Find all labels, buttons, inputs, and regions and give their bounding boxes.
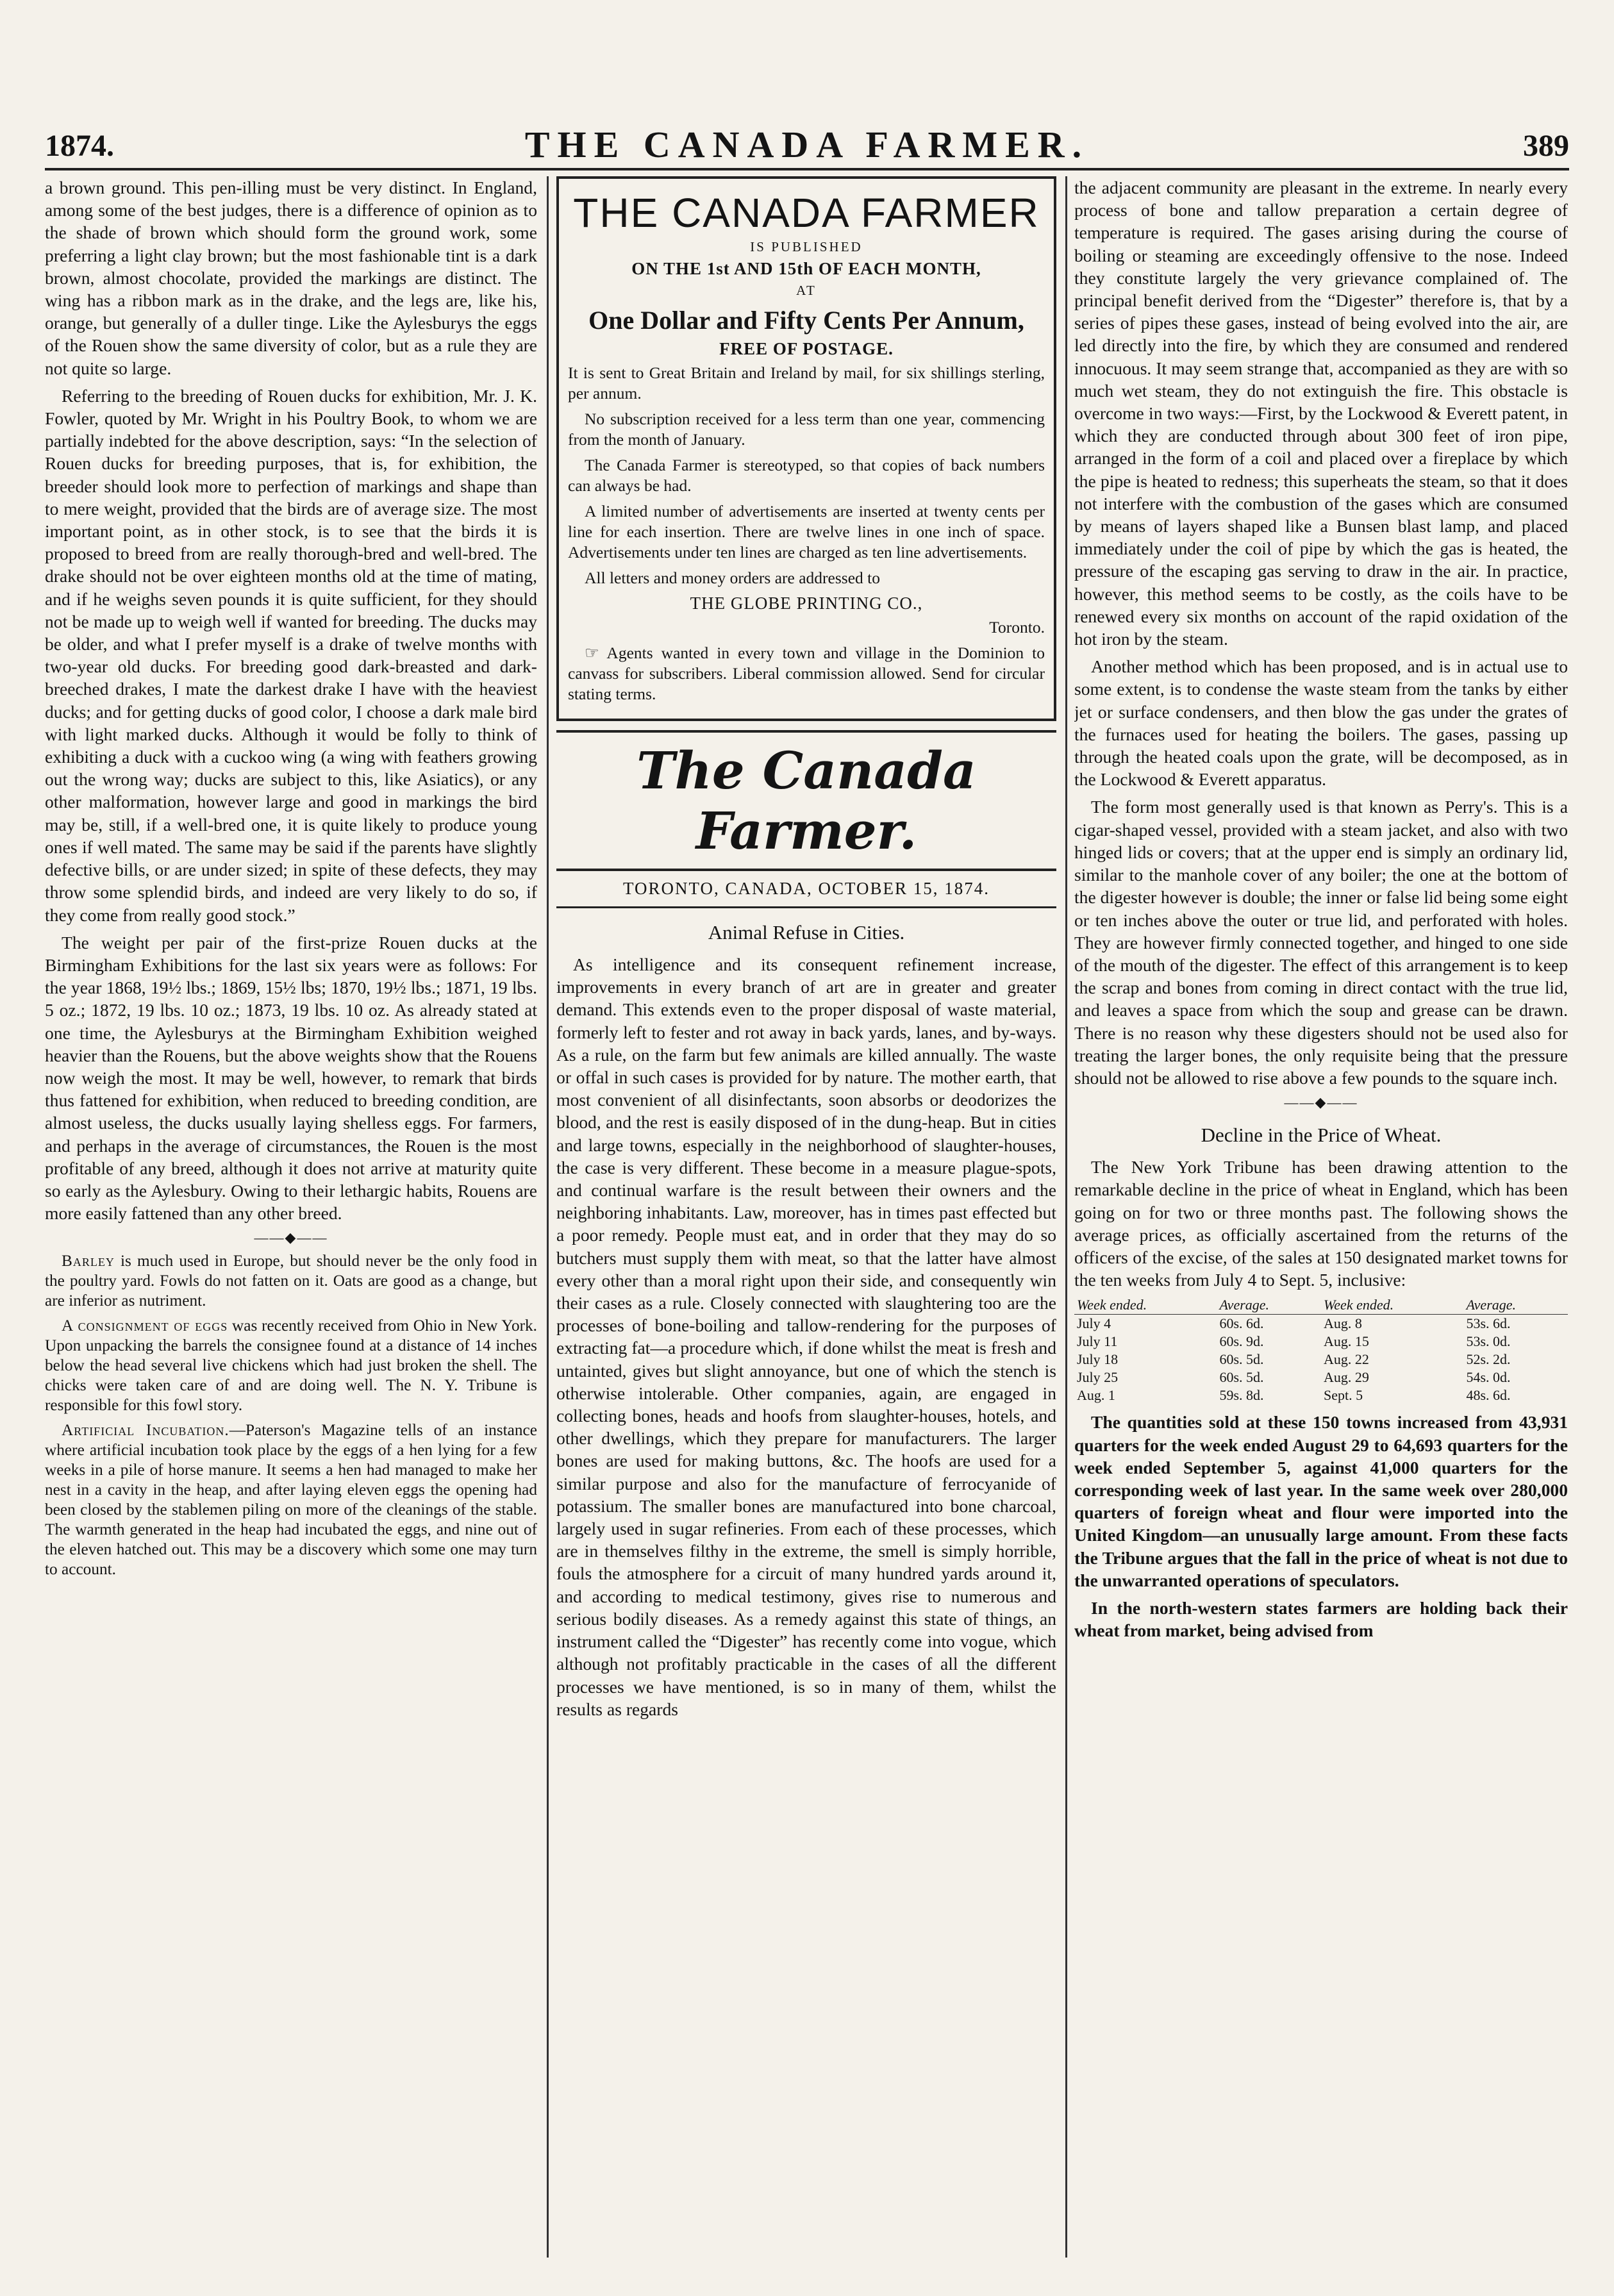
table-header: Average. [1463, 1296, 1568, 1315]
table-cell: Aug. 29 [1323, 1369, 1369, 1386]
newspaper-title: THE CANADA FARMER. [524, 124, 1090, 165]
column-rule [547, 176, 549, 2258]
news-item-lead: A consignment of eggs [62, 1317, 228, 1335]
year-label: 1874. [45, 129, 114, 163]
paragraph: the adjacent community are pleasant in the extreme. In nearly every process of bone and tallow preparation a certain degree of temperature is required. The gases arising during the course of boiling or steaming are exceedingly offensive to the nose. Indeed they constitute largely the very grievance complained of. The principal benefit derived from the “Digester” therefore is, that by a series of pipes these gases, instead of being evolved into the air, are led directly into the fire, by which they are consumed and rendered innocuous. It may seem strange that, accompanied as they are with so much wet steam, they do not extinguish the fire. This obstacle is overcome in two ways:—First, by the Lockwood & Everett patent, in which they are conducted through about 300 feet of iron pipe, arranged in the form of a coil and placed over a fireplace by which the pipe is heated to redness; this superheats the steam, so that it does not interfere with the combustion of the gases which are consumed by means of layers shaped like a Bunsen blast lamp, and placed immediately under the coil of pipe by which the gas is heated, the pressure of the escaping gas serving to draw in the air. In practice, however, this method seems to be costly, as the coils have to be renewed every six months on account of the rapid oxidation of the hot iron by the steam. [1074, 178, 1568, 649]
article-title: Decline in the Price of Wheat. [1201, 1124, 1442, 1147]
masthead-paragraph: No subscription received for a less term than one year, commencing from the month of January. [568, 410, 1045, 449]
table-cell: July 18 [1077, 1351, 1119, 1368]
table-header: Week ended. [1074, 1296, 1217, 1315]
table-body [1074, 1315, 1568, 1405]
table-header-row [1074, 1296, 1568, 1315]
table-row [1074, 1333, 1568, 1351]
masthead-title: THE CANADA FARMER [573, 190, 1040, 236]
news-item [45, 1251, 537, 1311]
article-title: Animal Refuse in Cities. [708, 921, 905, 944]
news-item [45, 1316, 537, 1415]
paragraph: The New York Tribune has been drawing attention to the remarkable decline in the price of wheat in England, which has been going on for two or three months past. The following shows the average prices, as officially ascertained from the returns of the officers of the excise, of the sales at 150 designated market towns for the ten weeks from July 4 to Sept. 5, inclusive: [1074, 1157, 1568, 1290]
table-cell: 60s. 9d. [1219, 1333, 1264, 1350]
table-row [1074, 1315, 1568, 1333]
paragraph: Another method which has been proposed, and is in actual use to some extent, is to condense the waste steam from the tanks by either jet or surface condensers, and then blow the gas under the grates of the furnaces used for heating the boilers. The gases, passing up through the heated coals upon the grate, will be decomposed, as in the Lockwood & Everett apparatus. [1074, 656, 1568, 790]
table-cell: July 25 [1077, 1369, 1119, 1386]
news-item-text: was recently received from Ohio in New York. Upon unpacking the barrels the consignee found at a distance of 14 inches below the head several live chickens which had just broken the shell. The chicks were taken care of and are doing well. The N. Y. Tribune is responsible for this fowl story. [45, 1317, 537, 1415]
masthead-postage: FREE OF POSTAGE. [719, 339, 894, 358]
paragraph: As intelligence and its consequent refinement increase, improvements in every branch of art are in greater and greater demand. This extends even to the proper disposal of waste material, formerly left to fester and rot away in back yards, lanes, and by-ways. As a rule, on the farm but few animals are killed annually. The waste or offal in such cases is provided for by nature. The mother earth, that most convenient of all disinfectants, soon absorbs or deodorizes the blood, and the rest is easily disposed of in the dung-heap. But in cities and large towns, especially in the neighborhood of slaughter-houses, the case is very different. These become in a measure plague-spots, and continual warfare is the result between their owners and the neighboring inhabitants. Law, moreover, has in times past effected but a poor remedy. People must eat, and in order that they may do so butchers must supply them with meat, so that the latter have almost every other than a moral right upon their side, and consequently win their cases as a rule. Closely connected with slaughtering too are the processes of bone-boiling and tallow-rendering for the purposes of extracting fat—a procedure which, if done whilst the meat is fresh and untainted, gives but slight annoyance, but one of which the stench is otherwise intolerable. Other companies, again, are engaged in collecting bones, heads and hoofs from slaughter-houses, hotels, and other dwellings, which they prepare for manufacturers. The larger bones are used for making buttons, &c. The hoofs are used for a similar purpose and also for the manufacture of ferrocyanide of potassium. The smaller bones are manufactured into bone charcoal, largely used in sugar refineries. From each of these processes, which are in themselves filthy in the extreme, the smell is simply horrible, fouls the atmosphere for a circuit of many hundred yards around it, and according to medical testimony, gives rise to numerous and serious bodily diseases. As a remedy against this state of things, an instrument called the “Digester” has recently come into vogue, which although not profitably practicable in the cases of all the different processes we have mentioned, is so in many of them, whilst the results as regards [556, 954, 1056, 1719]
paragraph: In the north-western states farmers are holding back their wheat from market, being advised from [1074, 1597, 1568, 1641]
column-rule [1065, 176, 1067, 2258]
paragraph: The weight per pair of the first-prize Rouen ducks at the Birmingham Exhibitions for the last six years were as follows: For the year 1868, 19½ lbs.; 1869, 15½ lbs; 1870, 19½ lbs.; 1871, 19 lbs. 5 oz.; 1872, 19 lbs. 10 oz.; 1873, 19 lbs. 10 oz. As already stated at one time, the Aylesburys at the Birmingham Exhibition weighed heavier than the Rouens, but the above weights show that the Rouens now weigh the most. It may be well, however, to remark that birds thus fattened for exhibition, when reduced to breeding condition, are almost useless, the ducks usually laying shelless eggs. For farmers, and perhaps in the average of circumstances, the Rouen is the most profitable of any breed, although it does not arrive at maturity quite so early as the Aylesbury. Owing to their lethargic habits, Rouens are more easily fattened than any other breed. [45, 932, 537, 1224]
wheat-price-table [1074, 1296, 1568, 1404]
table-header: Week ended. [1321, 1296, 1463, 1315]
table-cell: 60s. 5d. [1219, 1369, 1264, 1386]
table-cell: 48s. 6d. [1466, 1387, 1511, 1404]
table-cell: 54s. 0d. [1466, 1369, 1511, 1386]
masthead-dates: ON THE 1st AND 15th OF EACH MONTH, [631, 259, 981, 278]
column-center [556, 176, 1056, 2258]
news-item-lead: Artificial Incubation. [62, 1421, 229, 1440]
table-row [1074, 1386, 1568, 1404]
news-item-text: is much used in Europe, but should never be the only food in the poultry yard. Fowls do not fatten on it. Oats are good as a change, but are inferior as nutriment. [45, 1252, 537, 1310]
table-cell: 53s. 6d. [1466, 1315, 1511, 1332]
masthead-price: One Dollar and Fifty Cents Per Annum, [588, 306, 1024, 335]
column-left [45, 176, 537, 2258]
table-cell: Aug. 22 [1323, 1351, 1369, 1368]
news-item [45, 1420, 537, 1579]
table-cell: 60s. 6d. [1219, 1315, 1264, 1332]
running-head [45, 115, 1569, 167]
table-row [1074, 1368, 1568, 1386]
table-cell: July 4 [1077, 1315, 1111, 1332]
table-cell: 60s. 5d. [1219, 1351, 1264, 1368]
page-number: 389 [1523, 129, 1569, 163]
news-item-text: —Paterson's Magazine tells of an instance where artificial incubation took place by the eggs of a hen lying for a few weeks in a pile of horse manure. It seems a hen had managed to make her nest in a cavity in the heap, and after laying eleven eggs the opening had been closed by the stablemen piling on more of the cleanings of the stable. The warmth generated in the heap had incubated the eggs, and nine out of the eleven hatched out. This may be a discovery which some one may turn to account. [45, 1421, 537, 1579]
paragraph: a brown ground. This pen-illing must be very distinct. In England, among some of the best judges, there is a difference of opinion as to the shade of brown which should form the ground work, some preferring a light clay brown; but the most fashionable tint is a dark brown, almost chocolate, provided the markings are distinct. The wing has a ribbon mark as in the drake, and the legs are, like his, orange, but generally of a duller tinge. Like the Aylesburys the eggs of the Rouen show the same diversity of color, but as a rule they are not quite so large. [45, 178, 537, 378]
masthead-paragraph: ☞ Agents wanted in every town and village in the Dominion to canvass for subscribers. Liberal commission allowed. Send for circular stating terms. [568, 644, 1045, 703]
dateline: TORONTO, CANADA, OCTOBER 15, 1874. [556, 879, 1056, 908]
section-ornament: ——◆—— [1284, 1094, 1358, 1111]
column-right [1074, 176, 1568, 2258]
table-cell: Sept. 5 [1323, 1387, 1363, 1404]
table-row [1074, 1351, 1568, 1368]
masthead-published: IS PUBLISHED [750, 239, 863, 254]
header-rule [45, 168, 1569, 171]
news-item-lead: Barley [62, 1252, 115, 1270]
paper-nameplate: The Canada Farmer. [556, 730, 1056, 871]
paragraph: The quantities sold at these 150 towns increased from 43,931 quarters for the week ended August 29 to 64,693 quarters for the week ended September 5, against 41,000 quarters for the corresponding week of last year. In the same week over 280,000 quarters of foreign wheat and flour were imported into the United Kingdom—an unusually large amount. From these facts the Tribune argues that the fall in the price of wheat is not due to the unwarranted operations of speculators. [1074, 1412, 1568, 1590]
paragraph: Referring to the breeding of Rouen ducks for exhibition, Mr. J. K. Fowler, quoted by Mr. Wright in his Poultry Book, to whom we are partially indebted for the above description, says: “In the selection of Rouen ducks for breeding purposes, that is, for exhibition, the breeder should look more to perfection of markings and shape than to mere weight, provided that the birds are of average size. The most important point, as in other stock, is to see that the birds it is proposed to breed from are really thorough-bred and well-bred. The drake should not be over eighteen months old at the time of mating, and if he weighs seven pounds it is quite sufficient, for they should not be made up to weigh well if wanted for breeding. The ducks may be older, and what I prefer myself is a drake of twelve months with two-year old ducks. For breeding good dark-breasted and dark-breeched drakes, I mate the darkest drake I have with the heaviest ducks; and for getting ducks of good color, I choose a dark male bird with light marked ducks. Although it would be folly to think of exhibiting a duck with a cuckoo wing (a wing with feathers growing out the wrong way; ducks are subject to this, like Asiatics), or any other malformation, however large and good in markings the bird may be, still, if a well-bred one, it is quite likely to produce young ones if well mated. The same may be said if the parents have slightly defective bills, or are under sized; in spite of these defects, they may throw some splendid birds, and indeed are very likely to do so, if they come from really good stock.” [45, 385, 537, 925]
table-cell: Aug. 8 [1323, 1315, 1362, 1332]
table-cell: Aug. 1 [1077, 1387, 1115, 1404]
section-ornament: ——◆—— [254, 1229, 328, 1246]
table-cell: July 11 [1077, 1333, 1118, 1350]
masthead-paragraph: A limited number of advertisements are inserted at twenty cents per line for each insertion. There are twelve lines in one inch of space. Advertisements under ten lines are charged as ten line advertisements. [568, 502, 1045, 562]
table-cell: Aug. 15 [1323, 1333, 1369, 1350]
masthead-paragraph: All letters and money orders are addressed to [585, 569, 880, 587]
masthead-paragraph: The Canada Farmer is stereotyped, so that copies of back numbers can always be had. [568, 456, 1045, 495]
masthead-at: AT [796, 283, 817, 298]
publisher-name: THE GLOBE PRINTING CO., [690, 594, 923, 613]
table-cell: 59s. 8d. [1219, 1387, 1264, 1404]
table-cell: 52s. 2d. [1466, 1351, 1511, 1368]
masthead-paragraph: It is sent to Great Britain and Ireland by mail, for six shillings sterling, per annum. [568, 363, 1045, 403]
masthead-box [556, 176, 1056, 721]
table-cell: 53s. 0d. [1466, 1333, 1511, 1350]
paragraph: The form most generally used is that known as Perry's. This is a cigar-shaped vessel, provided with a steam jacket, and also with two hinged lids or covers; that at the upper end is simply an ordinary lid, similar to the manhole cover of any boiler; the one at the bottom of the digester however is double; the inner or false lid being some eight or ten inches above the outer or true lid, and perforated with holes. They are however firmly connected together, and hinged to one side of the mouth of the digester. The effect of this arrangement is to keep the scrap and bones from coming in direct contact with the true lid, and leaves a space from which the soup and grease can be drawn. There is no reason why these digesters should not be used also for treating the larger bones, the only requisite being that the pressure should not be allowed to rise above a few pounds to the square inch. [1074, 797, 1568, 1088]
publisher-city: Toronto. [989, 618, 1045, 636]
table-header: Average. [1217, 1296, 1321, 1315]
